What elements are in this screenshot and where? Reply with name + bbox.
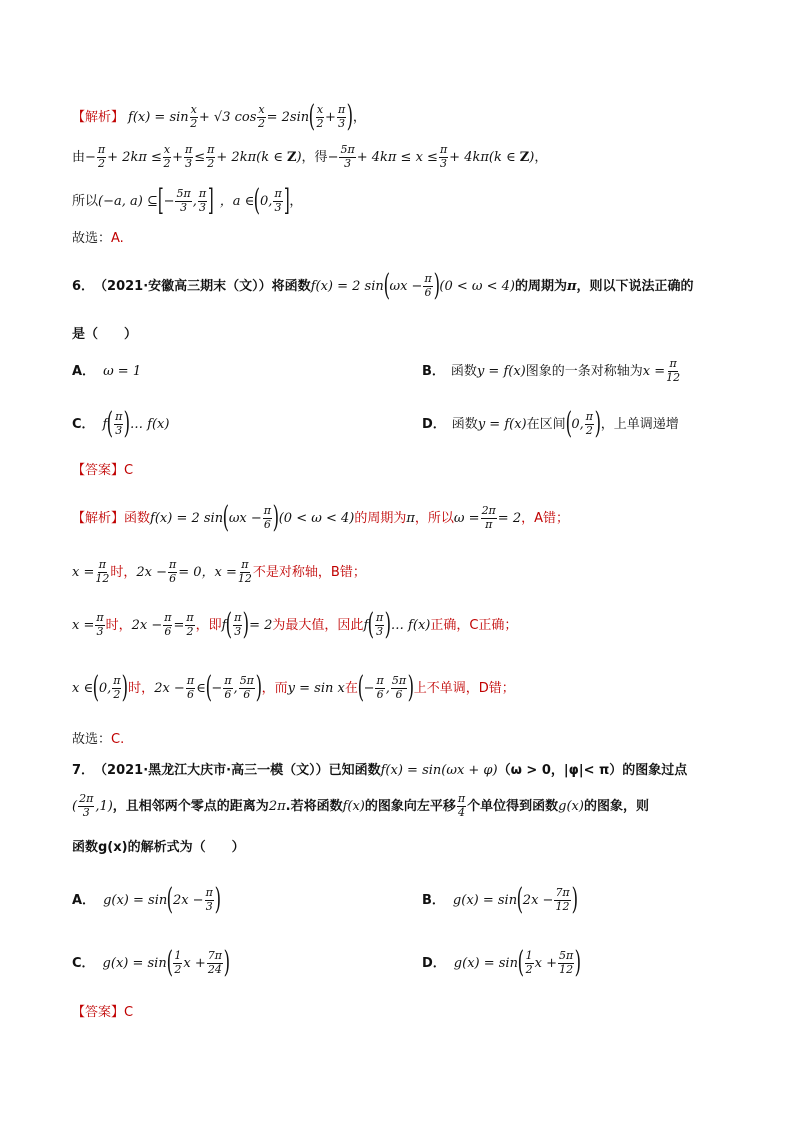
- q7-options-row-1: A． g(x) = sin ( 2x − $\frac{\pi}{3}$ ) B． g(x) = sin ( 2x − $\frac{7\pi}{12}$ ): [72, 880, 734, 920]
- q6-solution-line-2: x = $\frac{\pi}{12}$ 时， 2x − $\frac{\pi}{6}$ = 0，x = $\frac{\pi}{12}$ 不是对称轴，B错；: [72, 557, 366, 585]
- q7-number: 7．: [72, 762, 95, 778]
- q6-option-b: B． 函数 y = f(x) 图象的一条对称轴为 x = $\frac{\pi}{12}$: [422, 356, 681, 384]
- q7-option-c-label: C．: [72, 955, 95, 971]
- top-solution-answer: 故选： A.: [72, 230, 124, 246]
- q6-solution-line-1: 【解析】 函数 f(x) = 2 sin ( ωx − $\frac{\pi}{6}$ ) (0 < ω < 4) 的周期为 π ，所以 ω = $\frac{2\pi}{\pi}$ = 2 ，A错；: [72, 500, 569, 535]
- q7-stem-line-2: ( $\frac{2\pi}{3}$ ,1) ，且相邻两个零点的距离为 2π .若将函数 f(x) 的图象向左平移 $\frac{\pi}{4}$ 个单位得到函数 g(x) 的图象，则: [72, 791, 649, 819]
- q6-option-c-label: C．: [72, 416, 95, 432]
- q6-option-a: ω = 1: [103, 363, 142, 379]
- q6-answer: 【答案】 C: [72, 462, 134, 478]
- q6-stem-line-1: 6． （2021·安徽高三期末（文）） 将函数 f(x) = 2 sin ( ωx − $\frac{\pi}{6}$ ) (0 < ω < 4) 的周期为 π ，则以下说法正确的: [72, 268, 694, 303]
- formula: f(x) = sin: [128, 109, 189, 125]
- top-solution-line-2: 由 − $\frac{\pi}{2}$ + 2kπ ≤ $\frac{x}{2}$ + $\frac{\pi}{3}$ ≤ $\frac{\pi}{2}$ + 2kπ(k ∈ Z) ，得 − $\frac{5\pi}{3}$ + 4kπ ≤ x ≤ $\frac{\pi}{3}$ + 4kπ(k ∈ Z) ，: [72, 142, 548, 170]
- q7-option-a-label: A．: [72, 892, 96, 908]
- q7-source: （2021·黑龙江大庆市·高三一模（文））: [94, 762, 329, 778]
- answer-tag: 【答案】: [72, 1004, 125, 1020]
- q6-option-a-label: A．: [72, 363, 96, 379]
- q6-solution-line-4: x ∈ ( 0, $\frac{\pi}{2}$ ) 时， 2x − $\frac{\pi}{6}$ ∈ ( − $\frac{\pi}{6}$ , $\frac{5\pi}{6}$ ) ，而 y = sin x 在 ( − $\frac{\pi}{6}$ , $\frac{5\pi}{6}$ ) 上不单调，D错；: [72, 670, 515, 705]
- q6-solution-line-3: x = $\frac{\pi}{3}$ 时， 2x − $\frac{\pi}{6}$ = $\frac{\pi}{2}$ ，即 f ( $\frac{\pi}{3}$ ) = 2 为最大值，因此 f ( $\frac{\pi}{3}$ ) … f(x) 正确，C正确；: [72, 607, 518, 642]
- q7-option-d: D． g(x) = sin ( $\frac{1}{2}$ x + $\frac{5\pi}{12}$ ): [422, 945, 582, 980]
- answer-tag: 【答案】: [72, 462, 125, 478]
- q7-answer: 【答案】 C: [72, 1004, 134, 1020]
- top-solution-line-3: 所以 (−a, a) ⊆ [ − $\frac{5\pi}{3}$ , $\frac{\pi}{3}$ ] ，a ∈ ( 0, $\frac{\pi}{3}$ ] ，: [72, 183, 303, 218]
- top-solution-line-1: 【解析】 f(x) = sin $\frac{x}{2}$ + √3 cos $\frac{x}{2}$ = 2sin ( $\frac{x}{2}$ + $\frac{\pi}{3}$ ) ，: [72, 99, 366, 134]
- q7-stem-line-3: 函数g(x)的解析式为（ ）: [72, 839, 245, 855]
- solution-tag: 【解析】: [72, 109, 125, 125]
- q7-options-row-2: C． g(x) = sin ( $\frac{1}{2}$ x + $\frac{7\pi}{24}$ ) D． g(x) = sin ( $\frac{1}{2}$ x + $\frac{5\pi}{12}$ ): [72, 943, 734, 983]
- q7-option-b: B． g(x) = sin ( 2x − $\frac{7\pi}{12}$ ): [422, 882, 578, 917]
- q6-number: 6．: [72, 278, 95, 294]
- q6-options-row-2: C． f ( $\frac{\pi}{3}$ ) … f(x) D． 函数 y = f(x) 在区间 ( 0, $\frac{\pi}{2}$ ) ，上单调递增: [72, 404, 734, 444]
- q6-options-row-1: [72, 354, 734, 388]
- q6-source: （2021·安徽高三期末（文））: [94, 278, 272, 294]
- q6-option-d: D． 函数 y = f(x) 在区间 ( 0, $\frac{\pi}{2}$ ) ，上单调递增: [422, 406, 679, 441]
- q7-stem-line-1: 7． （2021·黑龙江大庆市·高三一模（文）） 已知函数 f(x) = sin(ωx + φ) （ω > 0，|φ|< π）的图象过点: [72, 762, 688, 778]
- q6-solution-final: 故选： C.: [72, 731, 125, 747]
- q6-stem-line-2: 是（ ）: [72, 326, 138, 342]
